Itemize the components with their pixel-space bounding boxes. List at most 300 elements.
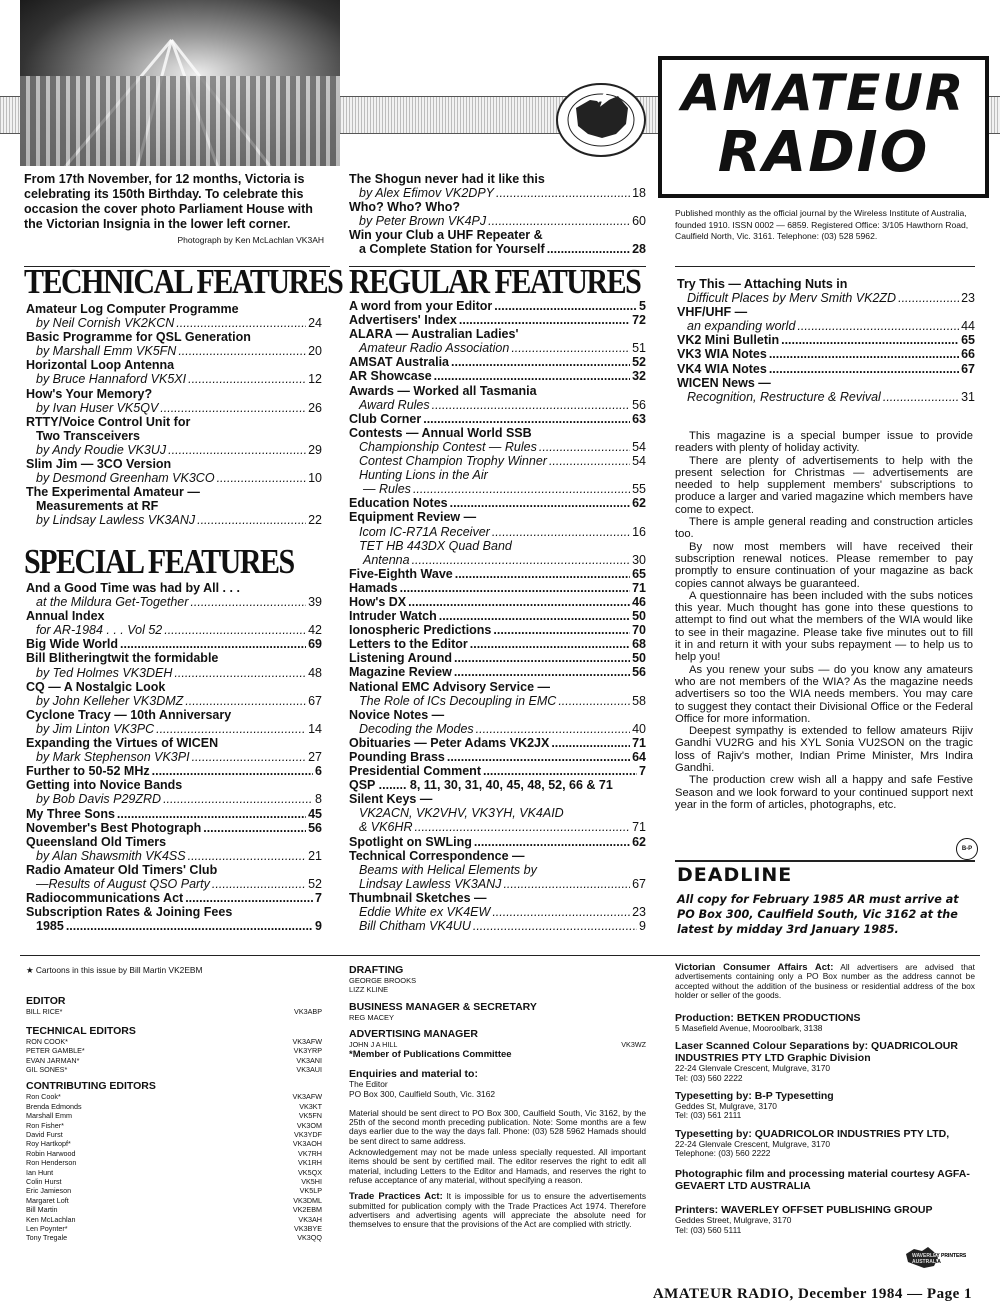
toc-leader [413,482,630,496]
divider-right-top [675,266,975,267]
toc-leader [188,849,306,863]
credit-callsign: VK5LP [299,1186,322,1196]
toc-entry [349,891,646,905]
toc-entry [349,665,646,679]
toc-page-number: 56 [308,820,322,835]
publication-info: Published monthly as the official journal by the Wireless Institute of Australia, founded 1910. ISSN 0002 — 6859. Registered Office: 3/105 Hawthorn Road, Caulfield North, Vic. 3161. Telephone: (03) 528 5962. [675,208,969,241]
credit-row [26,1065,322,1074]
toc-page-number: 69 [308,637,322,652]
toc-entry [349,553,646,567]
toc-page-number: 48 [308,665,322,680]
toc-entry-title: Basic Programme for QSL Generation [26,330,251,345]
toc-entry [26,849,322,863]
advertising-row [349,1040,646,1049]
toc-leader [163,792,313,806]
toc-leader [781,333,959,347]
editorial-paragraph: A questionnaire has been included with the subs notices this year. Much thought has gone into these questions to attempt to find out what the members of the WIA would like to see in their magazine. Please take five minutes out to fill it in and return it with your subs repayment — to help us to help you! [675,589,973,664]
credit-name: GIL SONES* [26,1064,68,1074]
toc-page-number: 67 [632,876,646,891]
toc-entry-title: VK2ACN, VK2VHV, VK3YH, VK4AID [359,806,564,821]
toc-entry-title: VHF/UHF — [677,305,748,320]
toc-entry [26,764,322,778]
toc-entry-title: Icom IC-R71A Receiver [359,524,490,539]
toc-entry [677,291,975,305]
credit-row [26,1092,322,1101]
toc-entry [677,390,975,404]
toc-entry [26,835,322,849]
credit-callsign: VK3OM [296,1120,322,1130]
toc-entry [26,415,322,429]
advertising-call: VK3WZ [621,1039,646,1049]
toc-entry-title: by Bob Davis P29ZRD [36,792,162,807]
trade-heading: Trade Practices Act: [349,1191,443,1203]
credit-row [26,1196,322,1205]
toc-entry-title: Magazine Review [349,665,452,680]
toc-entry [26,708,322,722]
toc-page-number: 66 [961,347,975,362]
credit-name: BILL RICE* [26,1007,63,1017]
toc-leader [558,694,630,708]
divider-bottom [20,955,980,956]
toc-entry-title: 1985 [36,919,64,934]
toc-entry [26,316,322,330]
toc-leader [483,764,637,778]
toc-page-number: 52 [308,876,322,891]
toc-leader [549,454,630,468]
toc-entry-title: by Alex Efimov VK2DPY [359,186,495,201]
toc-page-number: 45 [308,806,322,821]
toc-page-number: 9 [639,919,646,934]
credit-name: Eric Jamieson [26,1186,72,1196]
toc-entry [349,651,646,665]
toc-entry [26,637,322,651]
toc-page-number: 9 [315,919,322,934]
toc-leader [120,637,306,651]
drafting-name-2: LIZZ KLINE [349,985,389,995]
toc-page-number: 10 [308,471,322,486]
editorial-paragraph: The production crew wish all a happy and safe Festive Season and we look forward to your continued support next year in the form of articles, photographs, etc. [675,774,973,811]
toc-leader [66,919,313,933]
toc-entry [349,820,646,834]
credit-callsign: VK3AFW [292,1092,322,1102]
toc-entry-title: Beams with Helical Elements by [359,862,537,877]
toc-entry-title: Recognition, Restructure & Revival [687,389,881,404]
toc-entry [349,384,646,398]
credit-row [26,1149,322,1158]
toc-entry-title: Advertisers' Index [349,313,457,328]
toc-entry-title: by Jim Linton VK3PC [36,721,155,736]
toc-entry-title: How's Your Memory? [26,386,153,401]
trade-notice [349,1192,646,1229]
toc-entry-title: The Experimental Amateur — [26,485,200,500]
toc-entry-title: Pounding Brass [349,750,445,764]
credit-row [26,1177,322,1186]
credit-row [26,1168,322,1177]
printers-addr-1: Geddes Street, Mulgrave, 3170 [675,1215,792,1226]
credit-name: Marshall Emm [26,1111,72,1121]
toc-entry-title: by Alan Shawsmith VK4SS [36,848,186,863]
toc-entry-title: Intruder Watch [349,609,437,624]
toc-page-number: 5 [639,299,646,313]
toc-entry [26,344,322,358]
editorial-paragraph: This magazine is a special bumper issue to provide readers with plenty of holiday activity. [675,430,973,455]
editorial-paragraph: By now most members will have received their subscription renewal notices. Please remember to pay promptly to ensure continuation of your magazine as back copies cannot always be guaranteed. [675,540,973,590]
toc-entry-title: Amateur Log Computer Programme [26,302,239,316]
toc-entry-title: by Lindsay Lawless VK3ANJ [36,513,196,528]
toc-leader [176,316,306,330]
toc-entry-title: Bill Chitham VK4UU [359,919,471,934]
toc-leader [156,722,306,736]
toc-entry [26,429,322,443]
toc-entry [26,694,322,708]
toc-entry [349,341,646,355]
toc-entry [26,330,322,344]
credit-row [26,1215,322,1224]
toc-leader [547,242,630,256]
editorial-paragraph: There are plenty of advertisements to help with the present selection for Christmas — advertisements are needed to help supplement members' subscriptions to produce a larger and varied magazine which members have come to expect. [675,454,973,516]
toc-entry-title: Subscription Rates & Joining Fees [26,905,233,920]
toc-entry [349,750,646,764]
toc-entry-title: Lindsay Lawless VK3ANJ [359,876,502,891]
toc-page-number: 67 [308,693,322,708]
toc-entry-title: VK2 Mini Bulletin [677,333,780,348]
cover-caption-text: From 17th November, for 12 months, Victoria is celebrating its 150th Birthday. To celebrate this occasion the cover photo Parliament House with the Victorian Insignia in the lower left corner. [24,172,313,231]
toc-entry-title: WICEN News — [677,375,771,390]
toc-page-number: 39 [308,595,322,610]
toc-entry [349,863,646,877]
toc-page-number: 27 [308,750,322,765]
toc-leader [769,347,959,361]
toc-leader [192,750,307,764]
toc-entry-title: Club Corner [349,411,422,426]
toc-entry-title: Decoding the Modes [359,721,474,736]
toc-entry [26,666,322,680]
toc-entry [26,513,322,527]
toc-entry-title: by Andy Roudie VK3UJ [36,442,167,457]
credit-callsign: VK3ABP [294,1007,322,1017]
credit-row [26,1224,322,1233]
toc-entry [349,496,646,510]
toc-entry-title: CQ — A Nostalgic Look [26,679,166,694]
credit-callsign: VK3QQ [297,1233,322,1243]
special-features-list [26,581,322,933]
toc-entry-title: Amateur Radio Association [359,341,510,356]
toc-entry-title: Difficult Places by Merv Smith VK2ZD [687,291,897,306]
wia-seal-icon [546,72,656,162]
toc-entry [26,387,322,401]
toc-entry-title: —Results of August QSO Party [36,876,210,891]
toc-entry-title: Hunting Lions in the Air [359,468,488,483]
toc-entry [677,376,975,390]
toc-entry-title: Win your Club a UHF Repeater & [349,228,543,243]
toc-entry [349,412,646,426]
toc-entry [349,581,646,595]
toc-entry [349,426,646,440]
committee-note: *Member of Publications Committee [349,1049,512,1061]
toc-entry [349,806,646,820]
toc-entry-title: Big Wide World [26,637,119,652]
toc-entry-title: Bill Blitheringtwit the formidable [26,651,219,666]
toc-entry [349,919,646,933]
toc-entry [26,302,322,316]
toc-leader [492,525,630,539]
toc-page-number: 8 [315,792,322,807]
toc-entry [26,877,322,891]
editor-heading: EDITOR [26,995,66,1008]
toc-entry-title: an expanding world [687,319,796,334]
ack-notice: Acknowledgement may not be made unless specially requested. All important items should be sent by certified mail. The editor reserves the right to edit all material, including Letters to the Editor and Hamads, and reserves the right to refuse acceptance of any material, without specifying a reason. [349,1147,646,1185]
toc-entry-title: Awards — Worked all Tasmania [349,383,537,398]
toc-entry [349,778,646,792]
consumer-heading: Victorian Consumer Affairs Act: [675,962,834,973]
toc-entry [349,764,646,778]
toc-entry-title: Technical Correspondence — [349,848,525,863]
toc-page-number: 65 [632,566,646,581]
toc-entry-title: Slim Jim — 3CO Version [26,457,172,472]
production-addr: 5 Masefield Avenue, Mooroolbark, 3138 [675,1023,823,1034]
toc-entry [349,299,646,313]
toc-entry-title: AMSAT Australia [349,355,450,370]
masthead-line1: AMATEUR [681,64,966,122]
credit-row [26,1121,322,1130]
toc-entry-title: Spotlight on SWLing [349,834,472,849]
credit-name: Ron Fisher* [26,1120,64,1130]
typesetting1-heading: Typesetting by: B-P Typesetting [675,1090,834,1103]
toc-entry-title: My Three Sons [26,806,115,821]
toc-page-number: 62 [632,834,646,849]
business-heading: BUSINESS MANAGER & SECRETARY [349,1000,537,1013]
mid-top-list [349,172,646,257]
toc-leader [473,919,637,933]
deadline-heading: DEADLINE [677,864,793,886]
header-rule-left [0,96,20,134]
toc-entry-title: QSP ........ 8, 11, 30, 31, 40, 45, 48, 52, 66 & 71 [349,778,613,793]
toc-page-number: 70 [632,623,646,638]
enquiries-line-1: The Editor [349,1079,388,1090]
credit-name: Robin Harwood [26,1148,76,1158]
toc-leader [117,807,306,821]
toc-leader [898,291,959,305]
toc-leader [423,412,630,426]
toc-entry [349,525,646,539]
credit-callsign: VK3YRP [293,1046,322,1056]
toc-entry-title: at the Mildura Get-Together [36,595,189,610]
credit-row [26,1056,322,1065]
toc-entry-title: VK3 WIA Notes [677,347,767,362]
credit-name: Brenda Edmonds [26,1101,82,1111]
toc-entry-title: Ionospheric Predictions [349,623,492,638]
toc-leader [190,595,306,609]
toc-entry [26,623,322,637]
contributing-editors-list [26,1092,322,1243]
advertising-name: JOHN J A HILL [349,1039,398,1049]
drafting-heading: DRAFTING [349,964,404,976]
toc-entry [349,595,646,609]
toc-page-number: 54 [632,439,646,454]
toc-leader [197,513,306,527]
toc-entry-title: ALARA — Australian Ladies' [349,327,519,342]
credit-callsign: VK5HI [301,1176,322,1186]
toc-leader [455,567,630,581]
toc-entry [26,807,322,821]
toc-entry [26,919,322,933]
toc-entry-title: Thumbnail Sketches — [349,890,487,905]
credit-name: Bill Martin [26,1205,58,1215]
credit-row [26,1205,322,1214]
toc-entry [349,200,646,214]
credit-name: Margaret Loft [26,1195,69,1205]
toc-entry-title: A word from your Editor [349,299,493,313]
typesetting2-heading: Typesetting by: QUADRICOLOR INDUSTRIES PTY LTD, [675,1127,950,1140]
toc-page-number: 7 [639,764,646,779]
toc-leader [160,401,306,415]
credit-row [26,1186,322,1195]
material-notice: Material should be sent direct to PO Box 300, Caulfield South, Vic 3162, by the 25th of the second month preceding publication. Note: Some months are a few days earlier due to the way the days fall. Phone: (03) 528 5962 Hamads should be sent direct to same address. [349,1107,646,1146]
credits-right [675,963,975,1235]
toc-entry [26,372,322,386]
toc-entry [26,401,322,415]
toc-leader [470,637,630,651]
toc-leader [185,694,306,708]
toc-page-number: 54 [632,454,646,469]
toc-page-number: 14 [308,721,322,736]
cartoons-credit: ★ Cartoons in this issue by Bill Martin VK2EBM [26,965,203,975]
right-features-list [677,277,975,404]
contributing-editors-heading: CONTRIBUTING EDITORS [26,1080,156,1093]
printers-addr-2: Tel: (03) 560 5111 [675,1224,742,1235]
toc-page-number: 60 [632,214,646,229]
toc-leader [883,390,959,404]
toc-leader [439,609,630,623]
toc-entry [677,277,975,291]
technical-features-heading: TECHNICAL FEATURES [24,262,343,301]
toc-leader [450,496,630,510]
bp-stamp-icon: B-P [956,838,978,860]
toc-page-number: 71 [632,580,646,595]
toc-page-number: 68 [632,637,646,652]
credits-middle [349,964,646,1229]
toc-entry [349,567,646,581]
credit-row [26,1046,322,1055]
toc-entry-title: The Role of ICs Decoupling in EMC [359,693,557,708]
toc-leader [496,186,630,200]
credit-callsign: VK3KT [299,1101,322,1111]
regular-features-list [349,299,646,933]
toc-entry-title: Queensland Old Timers [26,834,167,849]
toc-entry-title: Try This — Attaching Nuts in [677,277,848,291]
credit-name: Len Poynter* [26,1224,68,1234]
toc-entry-title: by Ted Holmes VK3DEH [36,665,173,680]
toc-entry [349,172,646,186]
toc-entry [677,362,975,376]
toc-entry [349,327,646,341]
toc-entry-title: Education Notes [349,496,448,511]
toc-leader [400,581,630,595]
toc-page-number: 42 [308,623,322,638]
toc-entry-title: Two Transceivers [36,428,140,443]
credit-callsign: VK7RH [298,1148,322,1158]
toc-entry-title: Presidential Comment [349,764,481,779]
toc-page-number: 23 [961,291,975,306]
toc-entry-title: by Bruce Hannaford VK5XI [36,372,187,387]
technical-editors-heading: TECHNICAL EDITORS [26,1024,136,1037]
toc-leader [511,341,630,355]
toc-entry-title: TET HB 443DX Quad Band [359,538,512,553]
toc-entry [349,398,646,412]
toc-leader [174,666,306,680]
credit-row [26,1130,322,1139]
divider-deadline [675,860,975,862]
toc-entry [26,471,322,485]
toc-entry-title: Obituaries — Peter Adams VK2JX [349,735,550,750]
toc-entry [349,369,646,383]
toc-leader [178,344,306,358]
toc-page-number: 67 [961,361,975,376]
toc-entry [26,778,322,792]
toc-page-number: 64 [632,750,646,764]
toc-entry [26,863,322,877]
toc-entry-title: by Desmond Greenham VK3CO [36,471,215,486]
toc-entry [26,905,322,919]
editorial-text [675,430,973,811]
toc-page-number: 52 [632,355,646,370]
toc-page-number: 12 [308,372,322,387]
toc-entry-title: Five-Eighth Wave [349,566,453,581]
toc-entry-title: by Marshall Emm VK5FN [36,344,177,359]
toc-entry-title: Contests — Annual World SSB [349,425,532,440]
toc-entry [677,333,975,347]
toc-entry [349,355,646,369]
toc-leader [454,651,630,665]
credit-callsign: VK3DML [293,1195,322,1205]
credit-row [26,1102,322,1111]
credit-name: Tony Tregale [26,1233,68,1243]
toc-entry [677,319,975,333]
toc-leader [494,299,637,313]
toc-entry-title: Eddie White ex VK4EW [359,905,491,920]
toc-entry [349,214,646,228]
toc-page-number: 6 [315,764,322,779]
toc-entry [26,457,322,471]
toc-entry [349,736,646,750]
toc-entry-title: The Shogun never had it like this [349,172,545,186]
toc-entry-title: Silent Keys — [349,792,433,807]
credit-callsign: VK3AOH [292,1139,322,1149]
toc-leader [539,440,630,454]
toc-entry [349,905,646,919]
toc-entry [26,651,322,665]
toc-page-number: 28 [632,242,646,257]
toc-page-number: 62 [632,496,646,511]
toc-entry-title: Hamads [349,580,398,595]
toc-leader [476,722,630,736]
credit-callsign: VK2EBM [292,1205,322,1215]
toc-leader [408,595,630,609]
toc-entry [26,358,322,372]
credit-name: RON COOK* [26,1036,68,1046]
credit-callsign: VK1RH [298,1158,322,1168]
typesetting1-addr-1: Geddes St, Mulgrave, 3170 [675,1101,777,1112]
toc-entry [677,305,975,319]
toc-page-number: 50 [632,651,646,666]
toc-entry [349,482,646,496]
toc-page-number: 44 [961,319,975,334]
printers-logo-text: WAVERLEY PRINTERS AUSTRALIA [912,1253,967,1265]
toc-page-number: 20 [308,344,322,359]
toc-leader [412,553,631,567]
toc-leader [459,313,630,327]
toc-entry [26,499,322,513]
